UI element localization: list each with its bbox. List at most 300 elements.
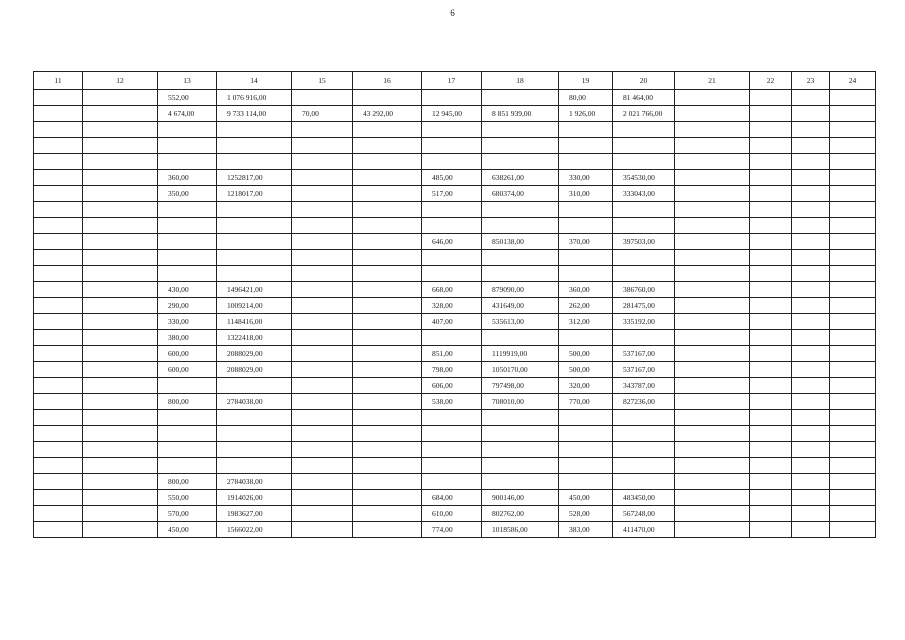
table-row <box>34 410 876 426</box>
table-cell: 310,00 <box>559 186 613 202</box>
table-row <box>34 282 876 298</box>
table-cell: 606,00 <box>422 378 482 394</box>
table-cell <box>422 154 482 170</box>
column-header: 18 <box>482 72 559 90</box>
table-cell <box>292 346 353 362</box>
table-cell <box>34 490 83 506</box>
table-cell <box>750 474 792 490</box>
table-cell <box>353 170 422 186</box>
table-cell: 370,00 <box>559 234 613 250</box>
table-cell: 485,00 <box>422 170 482 186</box>
table-cell <box>353 378 422 394</box>
table-cell <box>675 202 750 218</box>
table-cell <box>353 234 422 250</box>
table-cell: 850138,00 <box>482 234 559 250</box>
table-cell <box>482 458 559 474</box>
table-cell: 798,00 <box>422 362 482 378</box>
table-cell <box>34 106 83 122</box>
table-cell <box>750 298 792 314</box>
table-cell <box>34 122 83 138</box>
table-cell: 1018586,00 <box>482 522 559 538</box>
table-cell: 1252817,00 <box>217 170 292 186</box>
table-cell <box>750 234 792 250</box>
table-cell <box>83 170 158 186</box>
table-cell <box>750 490 792 506</box>
table-cell <box>217 266 292 282</box>
table-cell <box>750 138 792 154</box>
table-cell <box>750 122 792 138</box>
table-cell <box>559 474 613 490</box>
table-cell <box>292 282 353 298</box>
table-cell <box>217 202 292 218</box>
table-cell <box>830 170 876 186</box>
table-cell <box>292 186 353 202</box>
table-cell <box>675 186 750 202</box>
table-cell <box>217 138 292 154</box>
table-cell <box>792 282 830 298</box>
table-cell: 320,00 <box>559 378 613 394</box>
table-cell <box>353 426 422 442</box>
column-header: 12 <box>83 72 158 90</box>
table-cell <box>482 426 559 442</box>
table-cell: 312,00 <box>559 314 613 330</box>
table-cell <box>675 426 750 442</box>
table-cell <box>792 218 830 234</box>
table-cell <box>353 202 422 218</box>
table-cell <box>750 442 792 458</box>
table-cell <box>353 218 422 234</box>
table-cell: 537167,00 <box>613 346 675 362</box>
table-cell: 2784038,00 <box>217 394 292 410</box>
table-cell <box>675 266 750 282</box>
table-cell <box>675 458 750 474</box>
table-cell <box>353 122 422 138</box>
table-cell <box>292 506 353 522</box>
table-cell <box>830 250 876 266</box>
table-cell: 2088029,00 <box>217 362 292 378</box>
table-cell: 407,00 <box>422 314 482 330</box>
table-cell <box>217 218 292 234</box>
table-cell <box>292 330 353 346</box>
table-cell: 684,00 <box>422 490 482 506</box>
table-cell <box>34 154 83 170</box>
table-cell <box>353 506 422 522</box>
table-cell <box>83 522 158 538</box>
table-cell <box>83 442 158 458</box>
table-cell <box>292 202 353 218</box>
table-row <box>34 442 876 458</box>
table-cell <box>750 202 792 218</box>
table-cell <box>559 442 613 458</box>
table-cell <box>353 442 422 458</box>
table-cell: 386760,00 <box>613 282 675 298</box>
table-cell <box>750 154 792 170</box>
table-cell <box>292 154 353 170</box>
table-cell <box>292 442 353 458</box>
table-cell <box>34 266 83 282</box>
table-cell <box>675 170 750 186</box>
table-cell <box>83 410 158 426</box>
table-cell <box>34 426 83 442</box>
table-cell <box>83 378 158 394</box>
table-cell: 335192,00 <box>613 314 675 330</box>
column-header: 15 <box>292 72 353 90</box>
table-row <box>34 170 876 186</box>
column-header: 21 <box>675 72 750 90</box>
table-cell <box>792 378 830 394</box>
table-cell <box>158 234 217 250</box>
table-row <box>34 106 876 122</box>
table-cell <box>675 218 750 234</box>
table-cell <box>675 490 750 506</box>
table-cell: 1 076 916,00 <box>217 90 292 106</box>
table-cell <box>792 522 830 538</box>
table-cell: 646,00 <box>422 234 482 250</box>
table-cell <box>792 154 830 170</box>
table-cell <box>422 330 482 346</box>
table-cell: 1983627,00 <box>217 506 292 522</box>
table-cell <box>792 106 830 122</box>
table-cell <box>158 138 217 154</box>
table-cell <box>34 170 83 186</box>
table-cell: 70,00 <box>292 106 353 122</box>
table-cell: 43 292,00 <box>353 106 422 122</box>
table-cell <box>34 298 83 314</box>
ledger-table <box>33 71 876 538</box>
table-cell <box>353 330 422 346</box>
table-cell: 500,00 <box>559 362 613 378</box>
table-cell: 528,00 <box>559 506 613 522</box>
table-cell <box>34 314 83 330</box>
table-cell <box>830 138 876 154</box>
table-cell <box>830 154 876 170</box>
table-cell <box>34 330 83 346</box>
table-cell <box>792 266 830 282</box>
table-row <box>34 346 876 362</box>
table-cell <box>83 490 158 506</box>
table-cell <box>750 458 792 474</box>
table-cell <box>353 490 422 506</box>
table-cell: 450,00 <box>559 490 613 506</box>
table-cell: 330,00 <box>158 314 217 330</box>
table-row <box>34 266 876 282</box>
table-cell: 450,00 <box>158 522 217 538</box>
table-cell <box>750 186 792 202</box>
table-cell <box>34 378 83 394</box>
table-cell <box>792 138 830 154</box>
table-cell <box>750 170 792 186</box>
table-cell <box>34 506 83 522</box>
table-cell <box>422 426 482 442</box>
table-cell <box>792 458 830 474</box>
column-header: 24 <box>830 72 876 90</box>
table-cell: 550,00 <box>158 490 217 506</box>
table-cell <box>83 474 158 490</box>
table-cell <box>422 218 482 234</box>
table-cell <box>750 250 792 266</box>
table-cell <box>292 426 353 442</box>
table-cell <box>83 506 158 522</box>
table-cell <box>830 410 876 426</box>
table-cell <box>482 330 559 346</box>
table-cell <box>750 362 792 378</box>
table-cell <box>217 122 292 138</box>
table-cell <box>792 250 830 266</box>
table-cell: 1496421,00 <box>217 282 292 298</box>
table-cell <box>158 442 217 458</box>
table-row <box>34 234 876 250</box>
table-cell <box>83 266 158 282</box>
table-cell: 1566022,00 <box>217 522 292 538</box>
table-cell: 1050170,00 <box>482 362 559 378</box>
table-cell <box>353 266 422 282</box>
table-cell: 1119919,00 <box>482 346 559 362</box>
table-cell <box>830 266 876 282</box>
table-cell <box>750 330 792 346</box>
table-cell <box>83 362 158 378</box>
table-cell <box>34 186 83 202</box>
table-cell <box>83 298 158 314</box>
table-cell <box>353 250 422 266</box>
table-cell <box>613 250 675 266</box>
table-cell <box>830 394 876 410</box>
table-cell <box>292 234 353 250</box>
table-row <box>34 138 876 154</box>
table-cell: 774,00 <box>422 522 482 538</box>
table-cell <box>559 330 613 346</box>
table-row <box>34 522 876 538</box>
table-cell <box>830 426 876 442</box>
table-row <box>34 298 876 314</box>
table-cell: 350,00 <box>158 186 217 202</box>
table-cell <box>217 458 292 474</box>
table-row <box>34 330 876 346</box>
table-cell <box>613 410 675 426</box>
table-cell <box>830 122 876 138</box>
table-cell <box>675 106 750 122</box>
table-cell: 360,00 <box>158 170 217 186</box>
table-cell <box>83 106 158 122</box>
table-cell <box>292 314 353 330</box>
table-cell <box>559 154 613 170</box>
table-cell <box>353 410 422 426</box>
table-cell: 827236,00 <box>613 394 675 410</box>
table-cell: 1914026,00 <box>217 490 292 506</box>
table-cell <box>559 202 613 218</box>
table-cell <box>675 394 750 410</box>
table-cell <box>792 442 830 458</box>
table-cell: 380,00 <box>158 330 217 346</box>
table-cell <box>292 90 353 106</box>
table-cell <box>422 90 482 106</box>
table-cell: 537167,00 <box>613 362 675 378</box>
table-cell <box>83 138 158 154</box>
table-cell <box>750 266 792 282</box>
table-cell <box>292 122 353 138</box>
table-cell <box>750 426 792 442</box>
table-cell <box>559 250 613 266</box>
table-cell: 354530,00 <box>613 170 675 186</box>
table-cell: 851,00 <box>422 346 482 362</box>
table-cell <box>292 378 353 394</box>
table-cell <box>830 362 876 378</box>
table-cell <box>353 186 422 202</box>
table-cell <box>158 458 217 474</box>
table-cell: 4 674,00 <box>158 106 217 122</box>
table-cell <box>83 250 158 266</box>
table-row <box>34 394 876 410</box>
table-cell <box>613 202 675 218</box>
table-cell <box>675 234 750 250</box>
column-header: 11 <box>34 72 83 90</box>
table-cell <box>613 218 675 234</box>
table-cell: 567248,00 <box>613 506 675 522</box>
table-row <box>34 154 876 170</box>
table-cell <box>34 362 83 378</box>
table-cell <box>675 138 750 154</box>
table-cell <box>217 410 292 426</box>
table-cell <box>292 410 353 426</box>
table-cell <box>792 362 830 378</box>
table-row <box>34 458 876 474</box>
table-cell <box>83 154 158 170</box>
table-cell: 708010,00 <box>482 394 559 410</box>
table-cell: 802762,00 <box>482 506 559 522</box>
table-cell <box>217 378 292 394</box>
table-cell: 9 733 114,00 <box>217 106 292 122</box>
table-cell <box>158 154 217 170</box>
table-cell <box>83 426 158 442</box>
table-cell <box>34 250 83 266</box>
table-cell <box>675 474 750 490</box>
table-cell <box>158 250 217 266</box>
header-row <box>34 72 876 90</box>
table-cell <box>792 202 830 218</box>
table-cell <box>217 250 292 266</box>
table-cell: 668,00 <box>422 282 482 298</box>
table-cell: 431649,00 <box>482 298 559 314</box>
table-cell <box>482 266 559 282</box>
table-cell <box>292 170 353 186</box>
column-header: 22 <box>750 72 792 90</box>
table-cell <box>217 154 292 170</box>
table-cell <box>750 378 792 394</box>
column-header: 13 <box>158 72 217 90</box>
table-cell <box>675 250 750 266</box>
table-cell: 552,00 <box>158 90 217 106</box>
table-row <box>34 378 876 394</box>
table-cell <box>830 346 876 362</box>
table-cell: 2784038,00 <box>217 474 292 490</box>
table-cell <box>675 410 750 426</box>
table-cell <box>750 394 792 410</box>
table-cell <box>422 138 482 154</box>
table-row <box>34 122 876 138</box>
table-cell <box>675 522 750 538</box>
table-cell: 290,00 <box>158 298 217 314</box>
table-cell <box>34 522 83 538</box>
table-cell <box>158 410 217 426</box>
table-cell <box>83 394 158 410</box>
table-cell: 81 464,00 <box>613 90 675 106</box>
table-cell <box>792 506 830 522</box>
table-cell <box>83 218 158 234</box>
table-cell <box>559 138 613 154</box>
table-cell <box>613 330 675 346</box>
column-header: 23 <box>792 72 830 90</box>
table-cell <box>675 314 750 330</box>
table-cell: 281475,00 <box>613 298 675 314</box>
table-cell <box>792 186 830 202</box>
table-cell <box>292 490 353 506</box>
table-cell <box>83 314 158 330</box>
table-cell <box>34 218 83 234</box>
table-cell <box>750 282 792 298</box>
table-cell <box>830 90 876 106</box>
table-cell <box>830 234 876 250</box>
table-cell <box>675 122 750 138</box>
table-cell <box>750 218 792 234</box>
table-cell: 343787,00 <box>613 378 675 394</box>
table-cell <box>34 202 83 218</box>
table-row <box>34 506 876 522</box>
table-cell <box>83 90 158 106</box>
table-cell <box>353 138 422 154</box>
table-cell <box>482 90 559 106</box>
table-cell <box>482 202 559 218</box>
table-cell <box>482 474 559 490</box>
table-cell <box>482 442 559 458</box>
table-cell <box>292 458 353 474</box>
table-cell <box>830 298 876 314</box>
table-cell <box>792 90 830 106</box>
table-cell <box>613 138 675 154</box>
table-cell <box>830 522 876 538</box>
table-cell: 80,00 <box>559 90 613 106</box>
table-cell <box>792 394 830 410</box>
table-cell <box>83 346 158 362</box>
table-cell <box>353 346 422 362</box>
table-cell <box>830 474 876 490</box>
table-cell <box>482 410 559 426</box>
table-cell <box>353 362 422 378</box>
table-cell <box>613 122 675 138</box>
table-cell: 1 926,00 <box>559 106 613 122</box>
table-cell <box>217 426 292 442</box>
table-cell <box>830 282 876 298</box>
table-cell <box>292 474 353 490</box>
table-cell <box>750 90 792 106</box>
table-cell <box>353 298 422 314</box>
table-cell <box>792 170 830 186</box>
table-cell <box>792 314 830 330</box>
table-cell <box>482 138 559 154</box>
table-cell <box>353 90 422 106</box>
table-cell <box>482 122 559 138</box>
table-cell <box>792 346 830 362</box>
table-cell <box>613 426 675 442</box>
table-cell <box>613 474 675 490</box>
table-cell <box>292 522 353 538</box>
table-cell <box>792 234 830 250</box>
table-cell: 360,00 <box>559 282 613 298</box>
table-cell: 500,00 <box>559 346 613 362</box>
table-cell: 610,00 <box>422 506 482 522</box>
table-cell <box>792 330 830 346</box>
table-cell <box>34 442 83 458</box>
table-cell <box>750 506 792 522</box>
column-header: 20 <box>613 72 675 90</box>
